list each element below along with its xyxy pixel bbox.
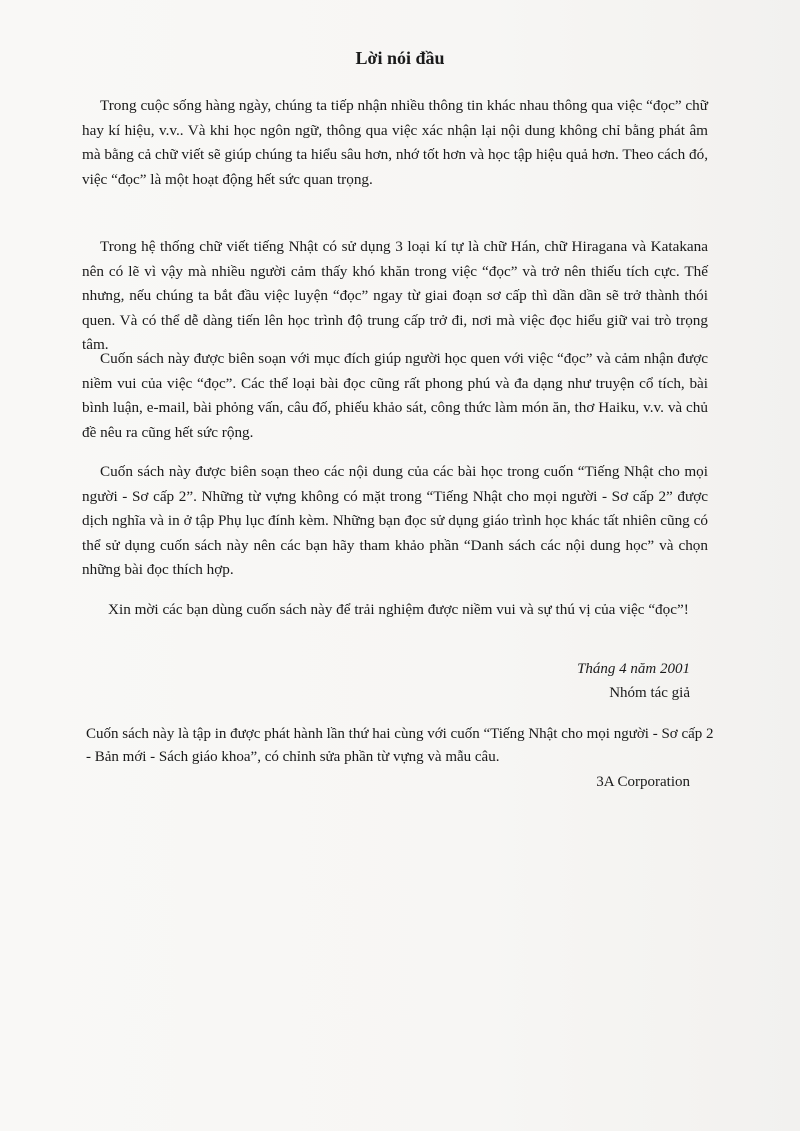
date-line: Tháng 4 năm 2001: [577, 661, 690, 677]
page-title: Lời nói đầu: [355, 48, 445, 68]
paragraph-4: Cuốn sách này được biên soạn theo các nội dung của các bài học trong cuốn “Tiếng Nhật cho mọi người - Sơ cấp 2”. Những từ vựng không có mặt trong “Tiếng Nhật cho mọi người - Sơ cấp 2” được dịch nghĩa và in ở tập Phụ lục đính kèm. Những bạn đọc sử dụng giáo trình học khác tất nhiên cũng có thể sử dụng cuốn sách này nên các bạn hãy tham khảo phần “Danh sách các nội dung học” và chọn những bài đọc thích hợp.: [82, 463, 708, 578]
paragraph-1: Trong cuộc sống hàng ngày, chúng ta tiếp nhận nhiều thông tin khác nhau thông qua việc “đọc” chữ hay kí hiệu, v.v.. Và khi học ngôn ngữ, thông qua việc xác nhận lại nội dung không chỉ bằng phát âm mà bằng cả chữ viết sẽ giúp chúng ta hiểu sâu hơn, nhớ tốt hơn và học tập hiệu quả hơn. Theo cách đó, việc “đọc” là một hoạt động hết sức quan trọng.: [82, 97, 708, 188]
paragraph-5: Xin mời các bạn dùng cuốn sách này để trải nghiệm được niềm vui và sự thú vị của việc “đọc”!: [108, 601, 689, 618]
authors-line: Nhóm tác giả: [609, 685, 690, 701]
edition-note: Cuốn sách này là tập in được phát hành lần thứ hai cùng với cuốn “Tiếng Nhật cho mọi người - Sơ cấp 2 - Bản mới - Sách giáo khoa”, có chỉnh sửa phần từ vựng và mẫu câu.: [86, 726, 714, 765]
paragraph-2: Trong hệ thống chữ viết tiếng Nhật có sử dụng 3 loại kí tự là chữ Hán, chữ Hiragana và Katakana nên có lẽ vì vậy mà nhiều người cảm thấy khó khăn trong việc “đọc” và trở nên thiếu tích cực. Thế nhưng, nếu chúng ta bắt đầu việc luyện “đọc” ngay từ giai đoạn sơ cấp thì dần dần sẽ trở thành thói quen. Và có thể dễ dàng tiến lên học trình độ trung cấp trở đi, nơi mà việc đọc hiểu giữ vai trò trọng tâm.: [82, 238, 708, 353]
paragraph-3: Cuốn sách này được biên soạn với mục đích giúp người học quen với việc “đọc” và cảm nhận được niềm vui của việc “đọc”. Các thể loại bài đọc cũng rất phong phú và đa dạng như truyện cổ tích, bài bình luận, e-mail, bài phỏng vấn, câu đố, phiếu khảo sát, công thức làm món ăn, thơ Haiku, v.v. và chủ đề nêu ra cũng hết sức rộng.: [82, 350, 708, 441]
publisher-line: 3A Corporation: [596, 774, 690, 790]
